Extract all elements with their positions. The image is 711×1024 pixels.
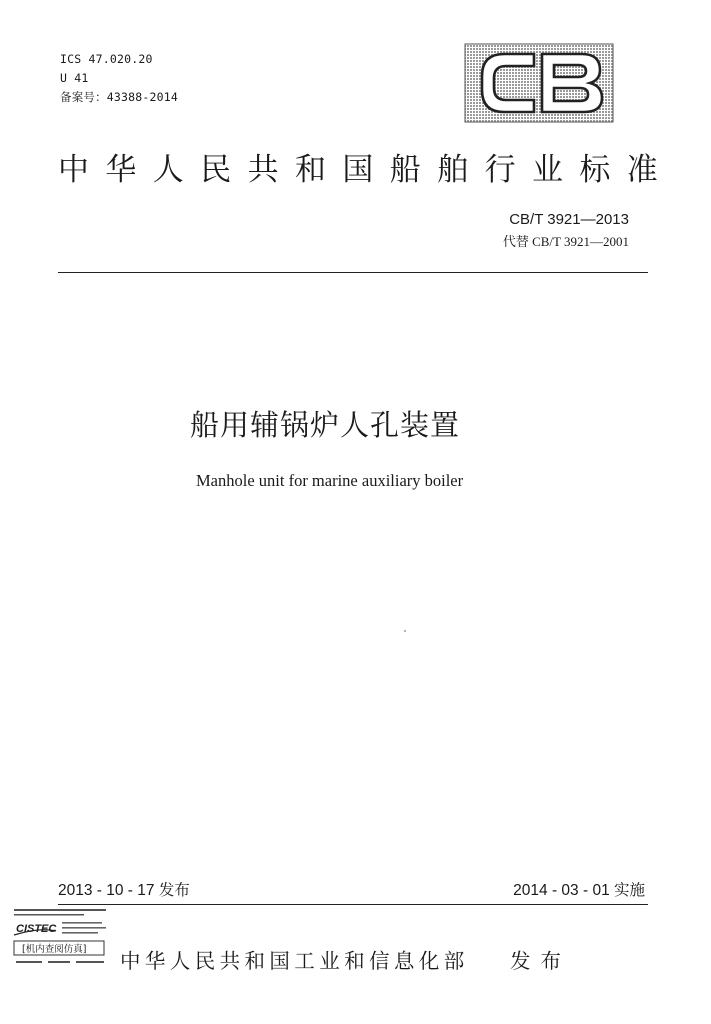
stamp-label: [机内查阅仿真] bbox=[22, 944, 87, 955]
footer-divider bbox=[58, 904, 648, 905]
replaces-standard: 代替 CB/T 3921—2001 bbox=[502, 234, 629, 249]
issue-date: 2013 - 10 - 17 发布 bbox=[58, 882, 190, 899]
filing-number: 备案号：43388-2014 bbox=[60, 90, 179, 104]
cb-logo bbox=[464, 42, 614, 124]
scan-speck bbox=[404, 630, 406, 632]
document-title-chinese: 船用辅锅炉人孔装置 bbox=[190, 408, 461, 442]
ics-code: ICS 47.020.20 bbox=[60, 52, 153, 66]
standard-title: 中华人民共和国船舶行业标准 bbox=[58, 152, 675, 188]
stamp-brand: CISTEC bbox=[16, 923, 57, 935]
header-divider bbox=[58, 272, 648, 273]
cistec-stamp bbox=[10, 905, 112, 971]
publish-label: 发布 bbox=[510, 949, 571, 973]
standard-number: CB/T 3921—2013 bbox=[509, 211, 629, 228]
implementation-date: 2014 - 03 - 01 实施 bbox=[513, 882, 645, 899]
publisher: 中华人民共和国工业和信息化部 bbox=[120, 949, 469, 973]
ccs-code: U 41 bbox=[60, 71, 89, 85]
document-title-english: Manhole unit for marine auxiliary boiler bbox=[196, 471, 464, 490]
